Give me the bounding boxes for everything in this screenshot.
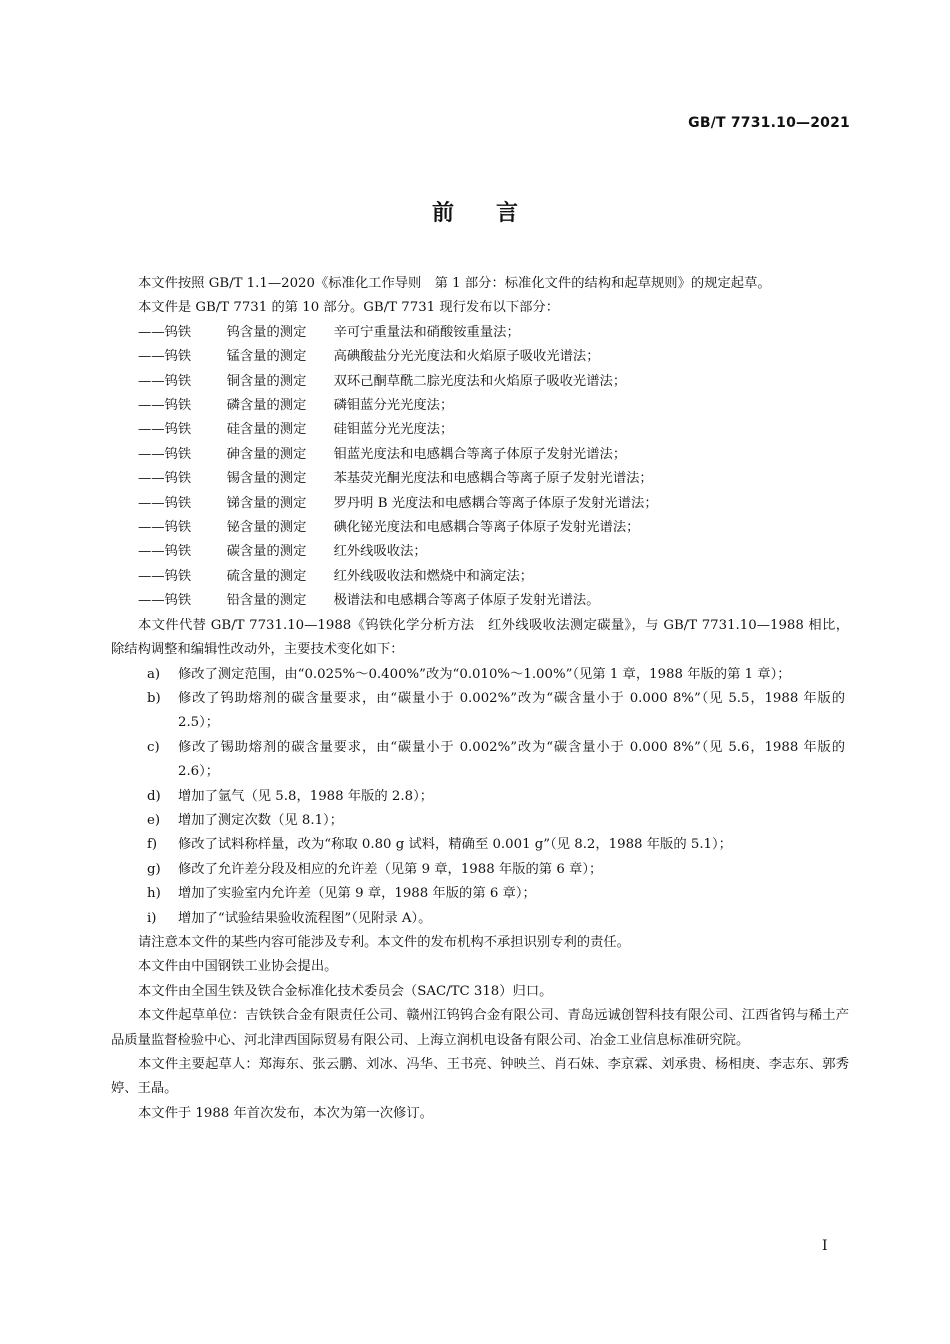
list-item: h) 增加了实验室内允许差（见第 9 章，1988 年版的第 6 章）； — [147, 886, 536, 902]
list-item: ——钨铁 铋含量的测定 碘化铋光度法和电感耦合等离子体原子发射光谱法； — [138, 520, 640, 536]
part-statement-paragraph: 本文件是 GB/T 7731 的第 10 部分。GB/T 7731 现行发布以下部分： — [138, 300, 560, 316]
list-item: ——钨铁 锑含量的测定 罗丹明 B 光度法和电感耦合等离子体原子发射光谱法； — [138, 495, 658, 511]
list-item: ——钨铁 锡含量的测定 苯基荧光酮光度法和电感耦合等离子原子发射光谱法； — [138, 471, 653, 487]
list-item: g) 修改了允许差分段及相应的允许差（见第 9 章，1988 年版的第 6 章）； — [147, 861, 603, 877]
list-item: c) 修改了锡助熔剂的碳含量要求，由“碳量小于 0.002%”改为“碳含量小于 0.000 8%”（见 5.6，1988 年版的 2.6）； — [147, 739, 845, 780]
list-item: ——钨铁 砷含量的测定 钼蓝光度法和电感耦合等离子体原子发射光谱法； — [138, 446, 627, 462]
parts-list — [111, 321, 849, 614]
replacement-paragraph: 本文件代替 GB/T 7731.10—1988《钨铁化学分析方法 红外线吸收法测定碳量》，与 GB/T 7731.10—1988 相比，除结构调整和编辑性改动外，主要技术变化如下： — [111, 617, 849, 658]
list-item: b) 修改了钨助熔剂的碳含量要求，由“碳量小于 0.002%”改为“碳含量小于 0.000 8%”（见 5.5，1988 年版的 2.5）； — [147, 690, 845, 731]
publication-history: 本文件于 1988 年首次发布，本次为第一次修订。 — [138, 1105, 433, 1121]
list-item: ——钨铁 磷含量的测定 磷钼蓝分光光度法； — [138, 398, 454, 414]
list-item: ——钨铁 硫含量的测定 红外线吸收法和燃烧中和滴定法； — [138, 568, 534, 584]
list-item: i) 增加了“试验结果验收流程图”（见附录 A）。 — [147, 910, 432, 926]
page-title: 前言 — [431, 201, 560, 226]
drafting-rule-paragraph: 本文件按照 GB/T 1.1—2020《标准化工作导则 第 1 部分：标准化文件的结构和起草规则》的规定起草。 — [138, 276, 771, 291]
list-item: ——钨铁 铅含量的测定 极谱法和电感耦合等离子体原子发射光谱法。 — [138, 593, 600, 609]
committee-statement: 本文件由全国生铁及铁合金标准化技术委员会（SAC/TC 318）归口。 — [138, 983, 553, 999]
foreword-body — [111, 272, 849, 1126]
list-item: ——钨铁 硅含量的测定 硅钼蓝分光光度法； — [138, 422, 454, 438]
list-item: f) 修改了试料称样量，改为“称取 0.80 g 试料，精确至 0.001 g”（见 8.2，1988 年版的 5.1）； — [147, 837, 732, 853]
standard-code: GB/T 7731.10—2021 — [688, 115, 850, 131]
drafting-units: 本文件起草单位：吉铁铁合金有限责任公司、赣州江钨钨合金有限公司、青岛远诚创智科技有限公司、江西省钨与稀土产品质量监督检验中心、河北津西国际贸易有限公司、上海立润机电设备有限公司、冶金工业信息标准研究院。 — [111, 1008, 849, 1048]
patent-notice: 请注意本文件的某些内容可能涉及专利。本文件的发布机构不承担识别专利的责任。 — [138, 934, 630, 950]
page-number: I — [822, 1238, 828, 1254]
list-item: ——钨铁 碳含量的测定 红外线吸收法； — [138, 544, 427, 560]
list-item: ——钨铁 锰含量的测定 高碘酸盐分光光度法和火焰原子吸收光谱法； — [138, 349, 600, 365]
list-item: d) 增加了氩气（见 5.8，1988 年版的 2.8）； — [147, 788, 434, 804]
changes-list — [111, 663, 849, 931]
drafters: 本文件主要起草人：郑海东、张云鹏、刘冰、冯华、王书亮、钟映兰、肖石妹、李京霖、刘承贵、杨相庚、李志东、郭秀婷、王晶。 — [111, 1057, 849, 1097]
list-item: ——钨铁 钨含量的测定 辛可宁重量法和硝酸铵重量法； — [138, 324, 520, 340]
list-item: ——钨铁 铜含量的测定 双环己酮草酰二腙光度法和火焰原子吸收光谱法； — [138, 373, 627, 389]
list-item: a) 修改了测定范围，由“0.025%～0.400%”改为“0.010%～1.00%”（见第 1 章，1988 年版的第 1 章）； — [147, 666, 791, 682]
proposer-statement: 本文件由中国钢铁工业协会提出。 — [138, 959, 338, 975]
list-item: e) 增加了测定次数（见 8.1）； — [147, 812, 343, 828]
